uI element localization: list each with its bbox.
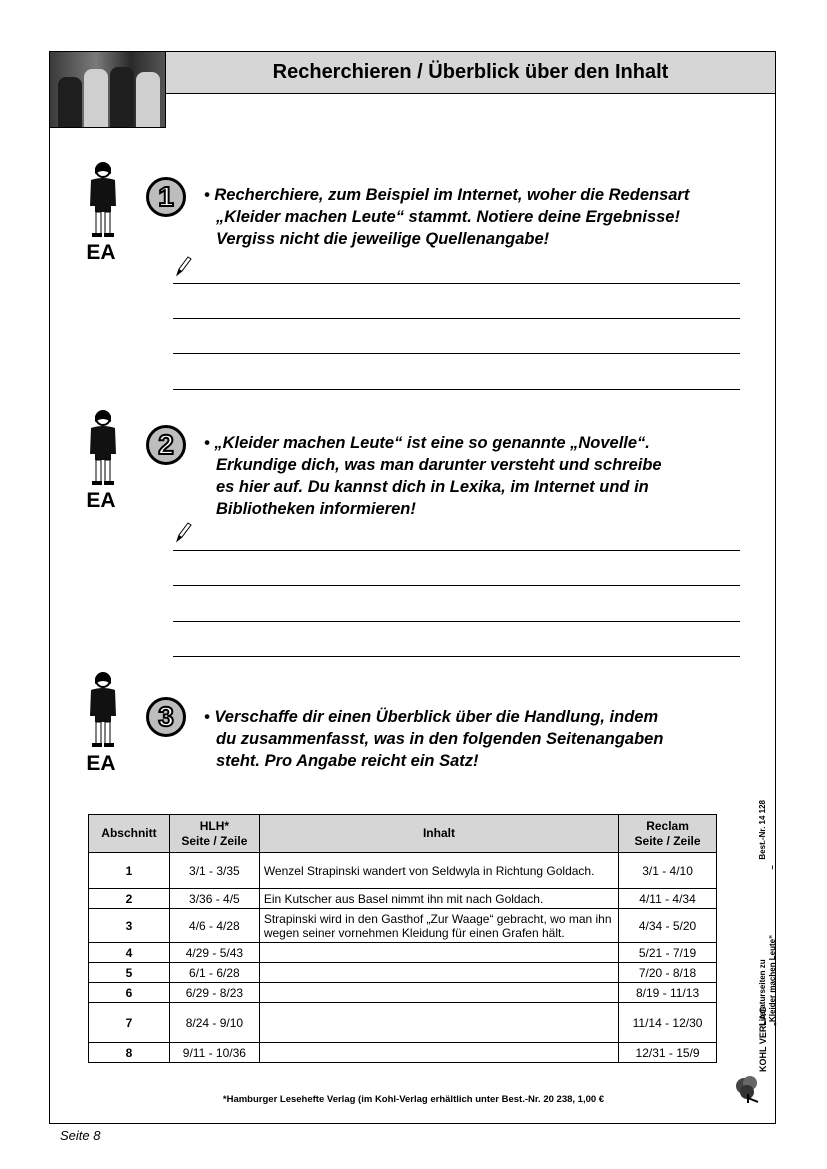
task-2-number-icon: 2 [146, 425, 186, 465]
task-2-text [204, 432, 744, 520]
table-row [89, 909, 717, 943]
cell-inhalt[interactable] [259, 983, 618, 1003]
cell-inhalt[interactable]: Wenzel Strapinski wandert von Seldwyla in Richtung Goldach. [259, 853, 618, 889]
col-header-hlh: HLH* Seite / Zeile [169, 815, 259, 853]
cell-hlh: 8/24 - 9/10 [169, 1003, 259, 1043]
cell-hlh: 3/36 - 4/5 [169, 889, 259, 909]
cell-inhalt[interactable] [259, 963, 618, 983]
task-3-badge: EA [86, 752, 116, 775]
answer-line[interactable] [173, 656, 740, 657]
cell-reclam: 4/34 - 5/20 [619, 909, 717, 943]
col-header-inhalt: Inhalt [259, 815, 618, 853]
page-title: Recherchieren / Überblick über den Inhalt [166, 52, 775, 94]
pencil-icon [174, 521, 192, 543]
answer-line[interactable] [173, 550, 740, 551]
cell-inhalt[interactable] [259, 1003, 618, 1043]
cell-inhalt[interactable]: Ein Kutscher aus Basel nimmt ihn mit nach Goldach. [259, 889, 618, 909]
cell-reclam: 4/11 - 4/34 [619, 889, 717, 909]
side-series-label: Literaturseiten zu [758, 959, 767, 1026]
task-2-line: Bibliotheken informieren! [216, 500, 416, 518]
col-header-reclam: Reclam Seite / Zeile [619, 815, 717, 853]
answer-line[interactable] [173, 621, 740, 622]
task-1-line: „Kleider machen Leute“ stammt. Notiere deine Ergebnisse! [216, 208, 680, 226]
cell-abschnitt: 6 [89, 983, 170, 1003]
table-row [89, 963, 717, 983]
answer-line[interactable] [173, 353, 740, 354]
cell-abschnitt: 5 [89, 963, 170, 983]
task-3-line: steht. Pro Angabe reicht ein Satz! [216, 752, 479, 770]
table-row [89, 1043, 717, 1063]
task-3-line: du zusammenfasst, was in den folgenden Seitenangaben [216, 730, 664, 748]
table-row [89, 1003, 717, 1043]
student-figure-icon [83, 670, 123, 748]
cell-hlh: 4/6 - 4/28 [169, 909, 259, 943]
task-1-badge: EA [86, 241, 116, 264]
cell-hlh: 4/29 - 5/43 [169, 943, 259, 963]
cell-reclam: 8/19 - 11/13 [619, 983, 717, 1003]
side-publication-info [758, 800, 778, 1026]
task-1-number-icon: 1 [146, 177, 186, 217]
cell-reclam: 12/31 - 15/9 [619, 1043, 717, 1063]
cell-reclam: 7/20 - 8/18 [619, 963, 717, 983]
task-3-text [204, 706, 744, 772]
task-2-line: es hier auf. Du kannst dich in Lexika, im Internet und in [216, 478, 649, 496]
table-row [89, 853, 717, 889]
cell-abschnitt: 1 [89, 853, 170, 889]
task-1-line: • Recherchiere, zum Beispiel im Internet, woher die Redensart [204, 186, 690, 204]
side-bestnr: Best.-Nr. 14 128 [758, 800, 767, 860]
page-number: Seite 8 [60, 1128, 101, 1143]
pencil-icon [174, 255, 192, 277]
cell-reclam: 11/14 - 12/30 [619, 1003, 717, 1043]
student-figure-icon [83, 160, 123, 238]
table-row [89, 889, 717, 909]
cell-abschnitt: 3 [89, 909, 170, 943]
answer-line[interactable] [173, 389, 740, 390]
cell-abschnitt: 8 [89, 1043, 170, 1063]
table-row [89, 983, 717, 1003]
task-2-line: • „Kleider machen Leute“ ist eine so genannte „Novelle“. [204, 434, 650, 452]
task-1-line: Vergiss nicht die jeweilige Quellenangabe! [216, 230, 550, 248]
cell-hlh: 6/29 - 8/23 [169, 983, 259, 1003]
cell-reclam: 5/21 - 7/19 [619, 943, 717, 963]
task-1-text [204, 184, 744, 250]
cell-abschnitt: 4 [89, 943, 170, 963]
answer-line[interactable] [173, 318, 740, 319]
task-2-line: Erkundige dich, was man darunter versteht und schreibe [216, 456, 662, 474]
cell-abschnitt: 7 [89, 1003, 170, 1043]
table-row [89, 943, 717, 963]
side-title: „Kleider machen Leute“ [768, 934, 777, 1026]
cell-reclam: 3/1 - 4/10 [619, 853, 717, 889]
cell-abschnitt: 2 [89, 889, 170, 909]
cell-hlh: 6/1 - 6/28 [169, 963, 259, 983]
cell-hlh: 3/1 - 3/35 [169, 853, 259, 889]
cell-inhalt[interactable]: Strapinski wird in den Gasthof „Zur Waage“ gebracht, wo man ihn wegen seiner vornehmen Kleidung für einen Grafen hält. [259, 909, 618, 943]
student-figure-icon [83, 408, 123, 486]
task-3-line: • Verschaffe dir einen Überblick über die Handlung, indem [204, 708, 659, 726]
task-2-badge: EA [86, 489, 116, 512]
cell-inhalt[interactable] [259, 943, 618, 963]
col-header-abschnitt: Abschnitt [89, 815, 170, 853]
cell-inhalt[interactable] [259, 1043, 618, 1063]
header-photo-suits [50, 52, 166, 128]
answer-line[interactable] [173, 585, 740, 586]
answer-line[interactable] [173, 283, 740, 284]
content-table [88, 814, 717, 1063]
cell-hlh: 9/11 - 10/36 [169, 1043, 259, 1063]
task-3-number-icon: 3 [146, 697, 186, 737]
publisher-logo-text: KOHL VERLAG [758, 1006, 768, 1072]
footnote: *Hamburger Lesehefte Verlag (im Kohl-Verlag erhältlich unter Best.-Nr. 20 238, 1,00 € [222, 1094, 605, 1105]
side-dash: – [768, 865, 777, 870]
